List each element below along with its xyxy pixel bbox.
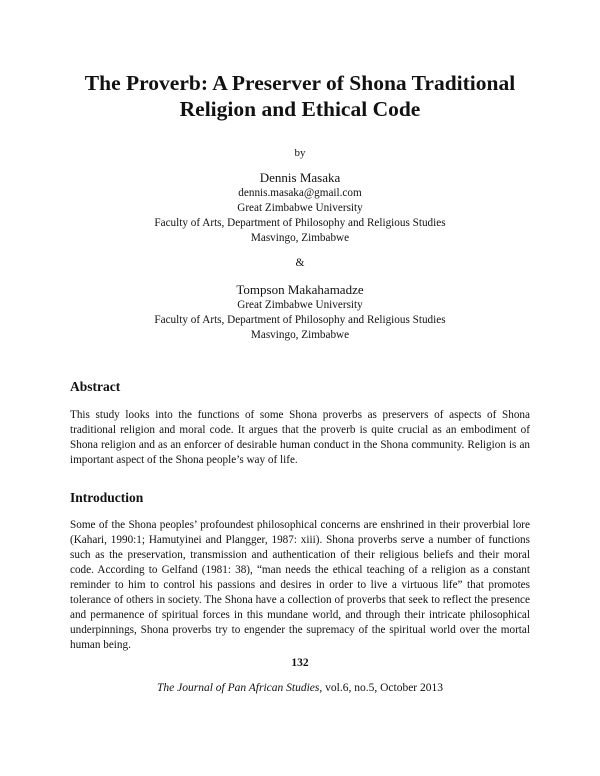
journal-issue: , vol.6, no.5, October 2013 [319, 682, 443, 694]
byline: by [294, 147, 306, 159]
author-faculty: Faculty of Arts, Department of Philosophy and Religious Studies [154, 314, 446, 326]
author-university: Great Zimbabwe University [237, 202, 363, 214]
author-faculty: Faculty of Arts, Department of Philosophy and Religious Studies [154, 217, 446, 229]
author-email: dennis.masaka@gmail.com [238, 187, 362, 199]
page-number: 132 [291, 657, 309, 669]
paper-title [40, 70, 560, 122]
author-university: Great Zimbabwe University [237, 299, 363, 311]
author-block-1 [0, 170, 600, 246]
introduction-heading: Introduction [70, 490, 144, 505]
abstract-heading: Abstract [70, 379, 121, 394]
abstract-text: This study looks into the functions of some Shona proverbs as preservers of aspects of Shona traditional religion and moral code. It argues that the proverb is quite crucial as an embodiment of Shona religion and as an enforcer of desirable human conduct in the Shona community. Religion is an important aspect of the Shona people’s way of life. [70, 409, 530, 466]
title-line-1: The Proverb: A Preserver of Shona Traditional [84, 71, 516, 95]
author-separator: & [295, 257, 305, 269]
author-location: Masvingo, Zimbabwe [250, 329, 350, 341]
title-line-2: Religion and Ethical Code [179, 97, 421, 121]
author-location: Masvingo, Zimbabwe [250, 232, 350, 244]
author-block-2 [0, 282, 600, 343]
journal-name: The Journal of Pan African Studies [157, 682, 320, 694]
journal-footer [0, 681, 600, 695]
author-name: Dennis Masaka [259, 170, 341, 185]
author-name: Tompson Makahamadze [236, 282, 364, 297]
introduction-text: Some of the Shona peoples’ profoundest philosophical concerns are enshrined in their proverbial lore (Kahari, 1990:1; Hamutyinei and Plangger, 1987: xiii). Shona proverbs serve a number of functions such as the preservation, transmission and authentication of their religious beliefs and their moral code. According to Gelfand (1981: 38), “man needs the ethical teaching of a religion as a constant reminder to him to control his passions and desires in order to live a virtuous life” that promotes tolerance of others in society. The Shona have a collection of proverbs that seek to reflect the presence and permanence of spiritual forces in this mundane world, and through their intricate philosophical underpinnings, Shona proverbs try to engender the supremacy of the spiritual world over the mortal human being. [70, 519, 530, 651]
